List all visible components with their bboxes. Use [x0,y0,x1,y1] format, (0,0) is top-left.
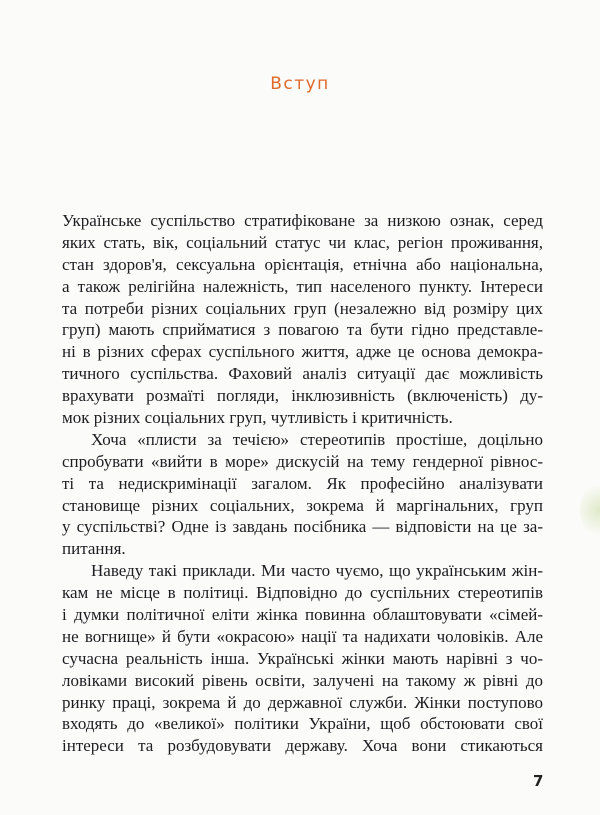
text-line: а також релігійна належність, тип населеного пункту. Інтереси [62,276,543,296]
text-line: ринку праці, зокрема й до державної служби. Жінки поступово [62,692,543,712]
text-line: ті та недискримінації загалом. Як професійно аналізувати [62,473,543,493]
text-line: і думки політичної еліти жінка повинна облаштовувати «сімей- [62,605,543,625]
text-line: яких стать, вік, соціальний статус чи клас, регіон проживання, [62,232,543,252]
page-number: 7 [533,772,544,790]
text-line: сучасна реальність інша. Українські жінки мають нарівні з чо- [62,648,543,668]
text-line: Наведу такі приклади. Ми часто чуємо, що українським жін- [91,561,543,581]
text-line: стан здоров'я, сексуальна орієнтація, етнічна або національна, [62,254,543,274]
text-line: тичного суспільства. Фаховий аналіз ситуації дає можливість [62,364,543,384]
text-line: інтереси та розбудовувати державу. Хоча вони стикаються [62,736,543,756]
body-text [62,210,543,757]
text-line: груп) мають сприйматися з повагою та бути гідно представле- [62,320,543,340]
text-line: мок різних соціальних груп, чутливість і критичність. [62,408,453,428]
text-line: ні в різних сферах суспільного життя, адже це основа демокра- [62,342,543,362]
leaf-decoration [580,480,600,540]
text-line: не вогнище» й бути «окрасою» нації та надихати чоловіків. Але [62,626,543,646]
text-line: кам не місце в політиці. Відповідно до суспільних стереотипів [62,583,543,603]
text-line: Хоча «плисти за течією» стереотипів простіше, доцільно [91,429,543,449]
text-line: Українське суспільство стратифіковане за низкою ознак, серед [62,211,543,230]
text-line: та потреби різних соціальних груп (незалежно від розміру цих [62,298,543,318]
text-line: питання. [62,539,126,559]
text-line: становище різних соціальних, зокрема й маргінальних, груп [62,495,543,515]
text-line: врахувати розмаїті погляди, інклюзивність (включеність) ду- [62,386,543,406]
text-line: входять до «великої» політики України, щоб обстоювати свої [62,714,543,734]
text-line: ловіками високий рівень освіти, залучені на такому ж рівні до [62,670,543,690]
text-line: у суспільстві? Одне із завдань посібника — відповісти на це за- [62,517,543,537]
section-heading: Вступ [270,74,330,94]
text-line: спробувати «вийти в море» дискусій на тему гендерної рівнос- [62,451,543,471]
